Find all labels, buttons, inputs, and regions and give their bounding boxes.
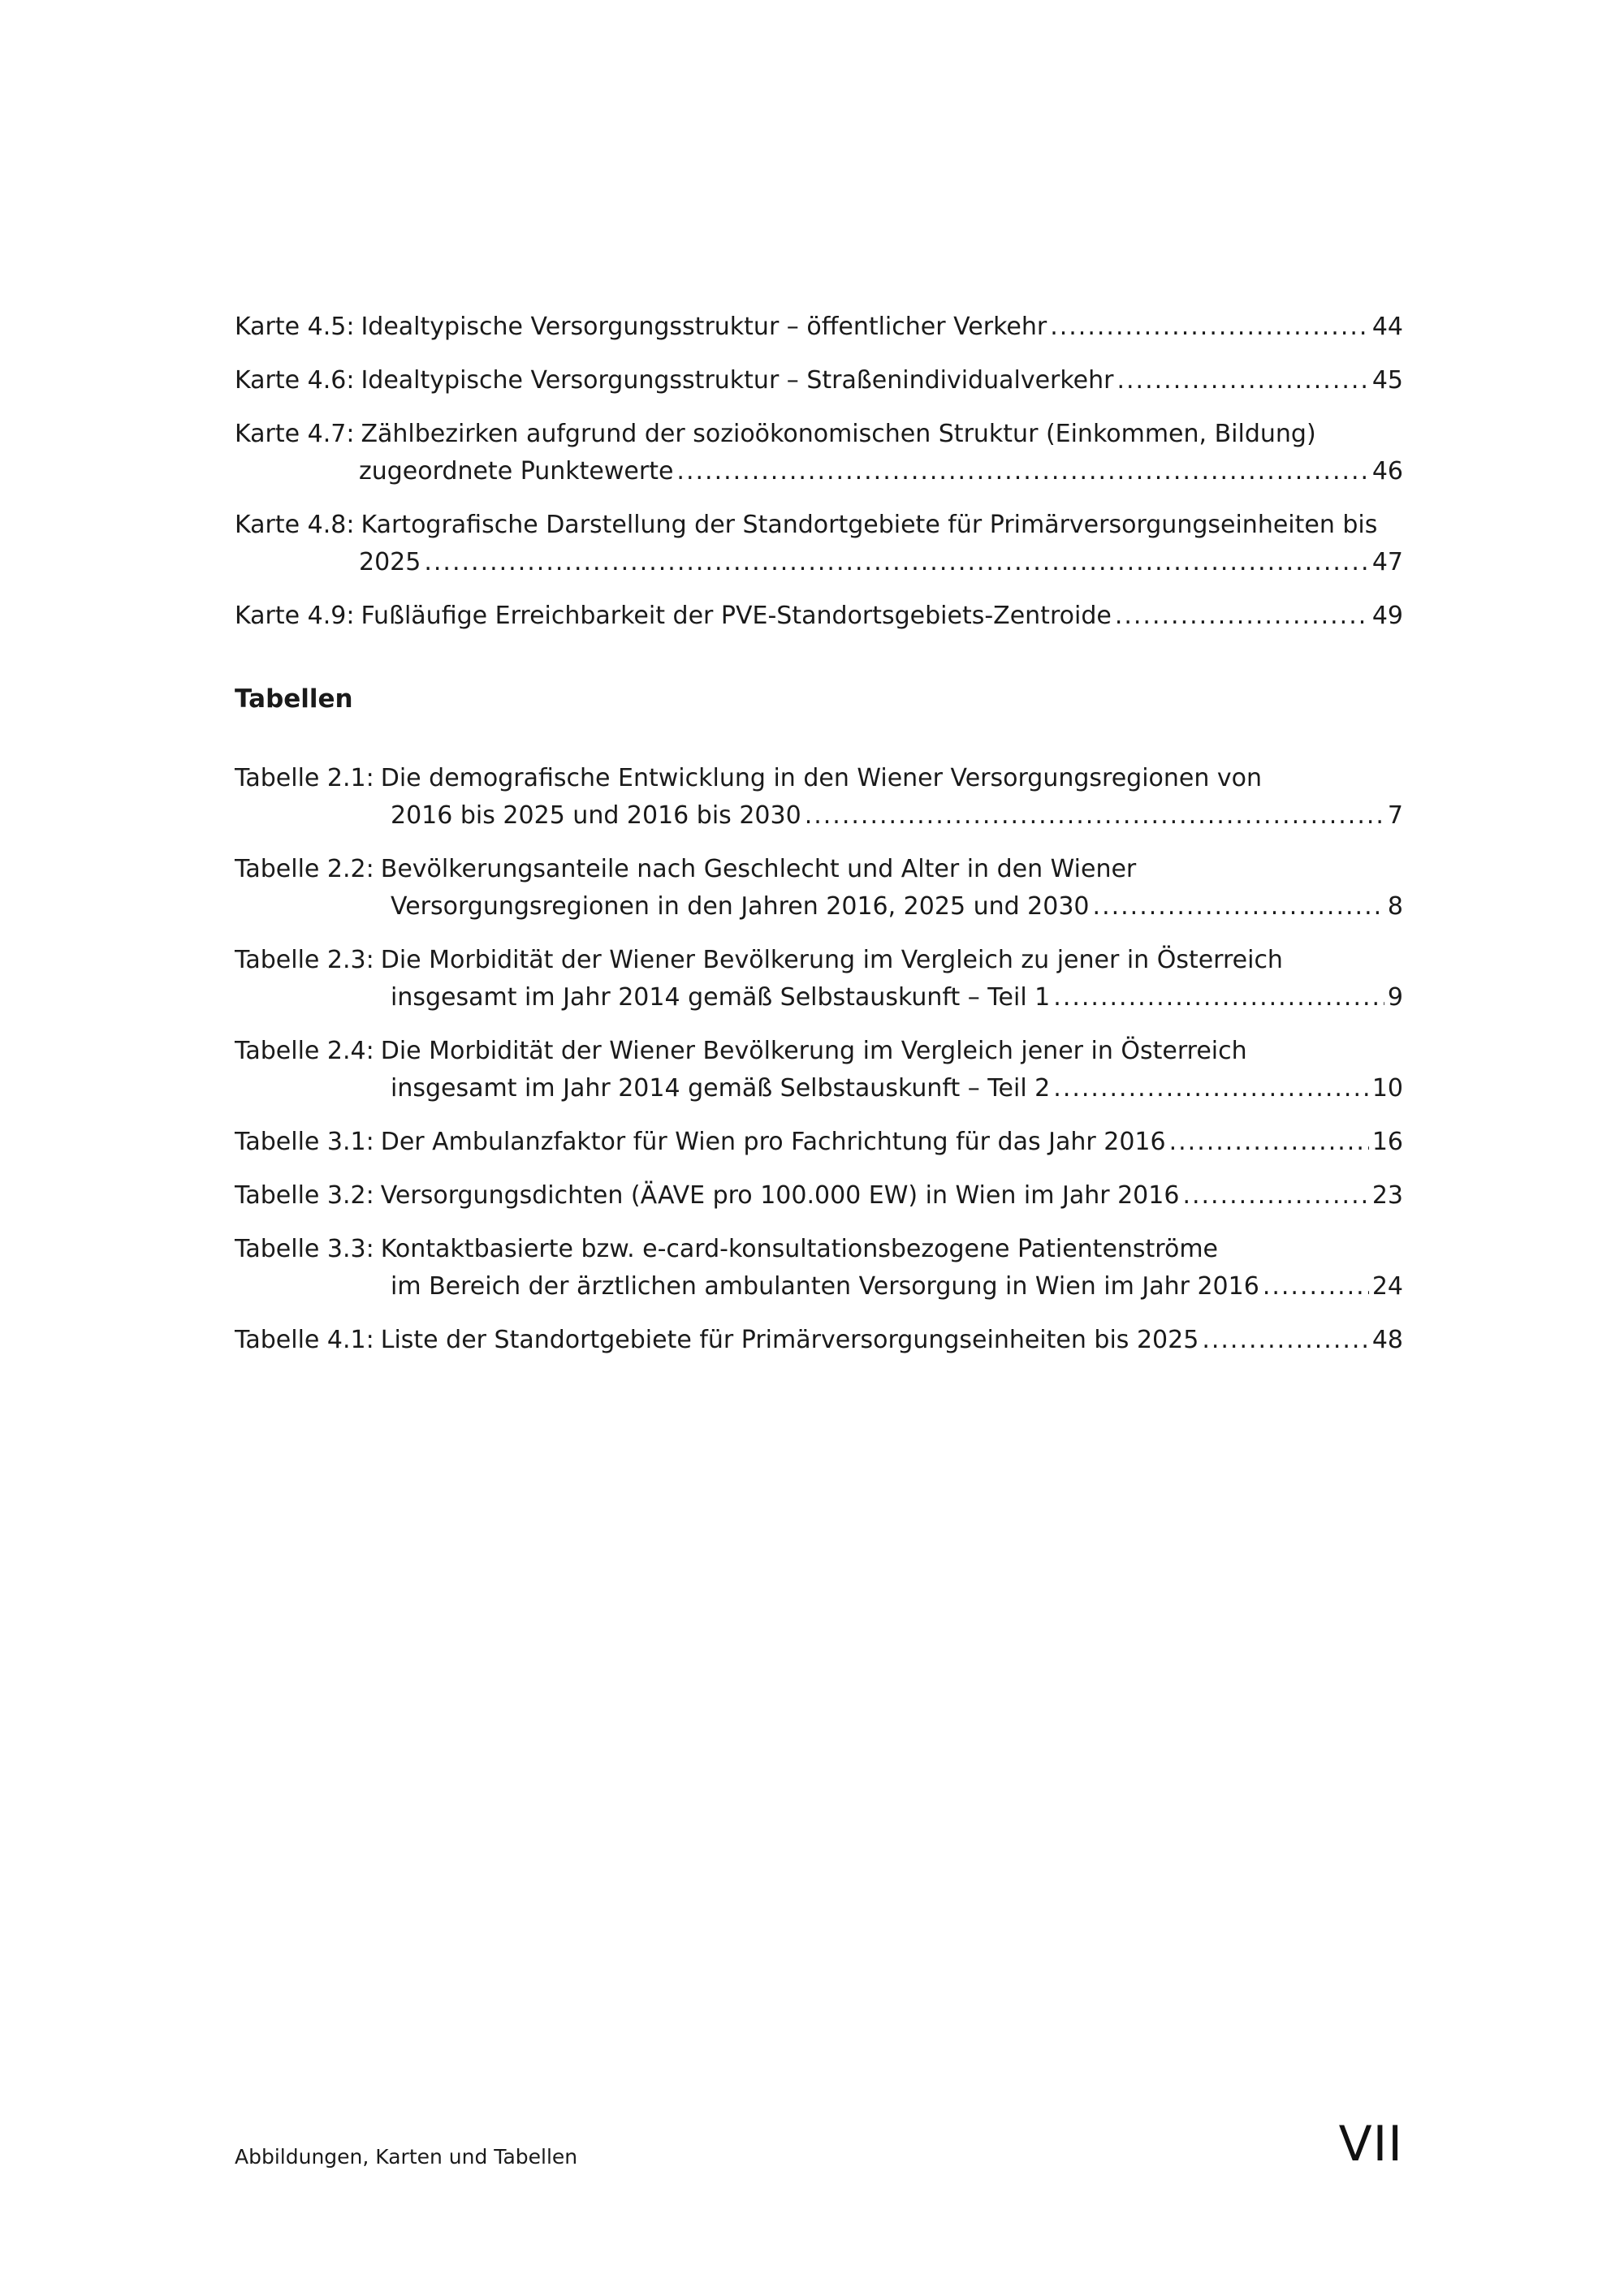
- entry-label: Karte 4.8:: [235, 511, 355, 539]
- entry-title: Die Morbidität der Wiener Bevölkerung im Vergleich jener in Österreich: [380, 1037, 1247, 1065]
- entry-title: Die Morbidität der Wiener Bevölkerung im Vergleich zu jener in Österreich: [380, 946, 1283, 974]
- dot-leader: [1169, 1124, 1369, 1161]
- entry-title-continued: Versorgungsregionen in den Jahren 2016, 2025 und 2030: [391, 892, 1090, 921]
- tabellen-list: [235, 760, 1403, 1359]
- entry-label: Tabelle 3.3:: [235, 1235, 374, 1263]
- dot-leader: [1116, 362, 1368, 399]
- dot-leader: [1263, 1268, 1369, 1306]
- entry-page: 48: [1371, 1326, 1403, 1354]
- entry-title: Zählbezirken aufgrund der sozioökonomischen Struktur (Einkommen, Bildung): [361, 420, 1316, 448]
- dot-leader: [1202, 1322, 1369, 1359]
- karten-list: [235, 309, 1403, 635]
- entry-title-continued: 2016 bis 2025 und 2016 bis 2030: [391, 801, 801, 830]
- entry-label: Tabelle 3.2:: [235, 1181, 374, 1210]
- entry-title-continued: zugeordnete Punktewerte: [359, 457, 674, 486]
- table-of-contents: [235, 309, 1403, 1375]
- dot-leader: [1050, 309, 1369, 346]
- entry-page: 9: [1387, 983, 1403, 1012]
- entry-page: 8: [1387, 892, 1403, 921]
- entry-title-continued: 2025: [359, 548, 421, 576]
- toc-entry[interactable]: [235, 416, 1403, 490]
- dot-leader: [1093, 888, 1384, 926]
- dot-leader: [1182, 1177, 1368, 1215]
- entry-page: 47: [1371, 548, 1403, 576]
- toc-entry[interactable]: [235, 1322, 1403, 1359]
- entry-label: Tabelle 2.4:: [235, 1037, 374, 1065]
- entry-label: Tabelle 2.1:: [235, 764, 374, 792]
- dot-leader: [424, 544, 1368, 581]
- entry-label: Karte 4.9:: [235, 602, 355, 630]
- entry-label: Tabelle 2.2:: [235, 855, 374, 883]
- entry-page: 44: [1371, 313, 1403, 341]
- footer-page-number: VII: [1338, 2116, 1403, 2173]
- entry-label: Tabelle 3.1:: [235, 1128, 374, 1156]
- toc-entry[interactable]: [235, 362, 1403, 399]
- toc-entry[interactable]: [235, 1033, 1403, 1107]
- toc-entry[interactable]: [235, 507, 1403, 581]
- entry-page: 46: [1371, 457, 1403, 486]
- entry-page: 16: [1371, 1128, 1403, 1156]
- entry-page: 24: [1371, 1272, 1403, 1301]
- entry-page: 23: [1371, 1181, 1403, 1210]
- toc-entry[interactable]: [235, 309, 1403, 346]
- entry-title-continued: insgesamt im Jahr 2014 gemäß Selbstauskunft – Teil 1: [391, 983, 1051, 1012]
- entry-label: Tabelle 4.1:: [235, 1326, 374, 1354]
- entry-title: Liste der Standortgebiete für Primärversorgungseinheiten bis 2025: [380, 1326, 1199, 1354]
- entry-page: 7: [1387, 801, 1403, 830]
- entry-title: Bevölkerungsanteile nach Geschlecht und Alter in den Wiener: [380, 855, 1137, 883]
- entry-page: 45: [1371, 366, 1403, 395]
- entry-title: Kartografische Darstellung der Standortgebiete für Primärversorgungseinheiten bis: [361, 511, 1378, 539]
- entry-title: Idealtypische Versorgungsstruktur – Straßenindividualverkehr: [361, 366, 1114, 395]
- entry-title: Der Ambulanzfaktor für Wien pro Fachrichtung für das Jahr 2016: [380, 1128, 1166, 1156]
- toc-entry[interactable]: [235, 851, 1403, 926]
- toc-entry[interactable]: [235, 598, 1403, 635]
- toc-entry[interactable]: [235, 942, 1403, 1016]
- dot-leader: [676, 453, 1368, 490]
- entry-title: Die demografische Entwicklung in den Wiener Versorgungsregionen von: [380, 764, 1263, 792]
- entry-title: Idealtypische Versorgungsstruktur – öffentlicher Verkehr: [361, 313, 1047, 341]
- toc-entry[interactable]: [235, 1177, 1403, 1215]
- dot-leader: [1053, 979, 1384, 1016]
- toc-entry[interactable]: [235, 1124, 1403, 1161]
- entry-title: Versorgungsdichten (ÄAVE pro 100.000 EW) in Wien im Jahr 2016: [380, 1181, 1180, 1210]
- entry-title: Kontaktbasierte bzw. e-card-konsultationsbezogene Patientenströme: [380, 1235, 1219, 1263]
- entry-page: 10: [1371, 1074, 1403, 1103]
- entry-label: Karte 4.5:: [235, 313, 355, 341]
- dot-leader: [1115, 598, 1369, 635]
- dot-leader: [1053, 1070, 1369, 1107]
- entry-page: 49: [1371, 602, 1403, 630]
- entry-label: Tabelle 2.3:: [235, 946, 374, 974]
- entry-title-continued: im Bereich der ärztlichen ambulanten Versorgung in Wien im Jahr 2016: [391, 1272, 1259, 1301]
- toc-entry[interactable]: [235, 760, 1403, 835]
- entry-title: Fußläufige Erreichbarkeit der PVE-Standortsgebiets-Zentroide: [361, 602, 1112, 630]
- entry-label: Karte 4.6:: [235, 366, 355, 395]
- footer-running-title: Abbildungen, Karten und Tabellen: [235, 2145, 578, 2169]
- entry-title-continued: insgesamt im Jahr 2014 gemäß Selbstauskunft – Teil 2: [391, 1074, 1051, 1103]
- section-heading-tabellen: Tabellen: [235, 684, 353, 714]
- entry-label: Karte 4.7:: [235, 420, 355, 448]
- toc-entry[interactable]: [235, 1231, 1403, 1306]
- dot-leader: [805, 797, 1384, 835]
